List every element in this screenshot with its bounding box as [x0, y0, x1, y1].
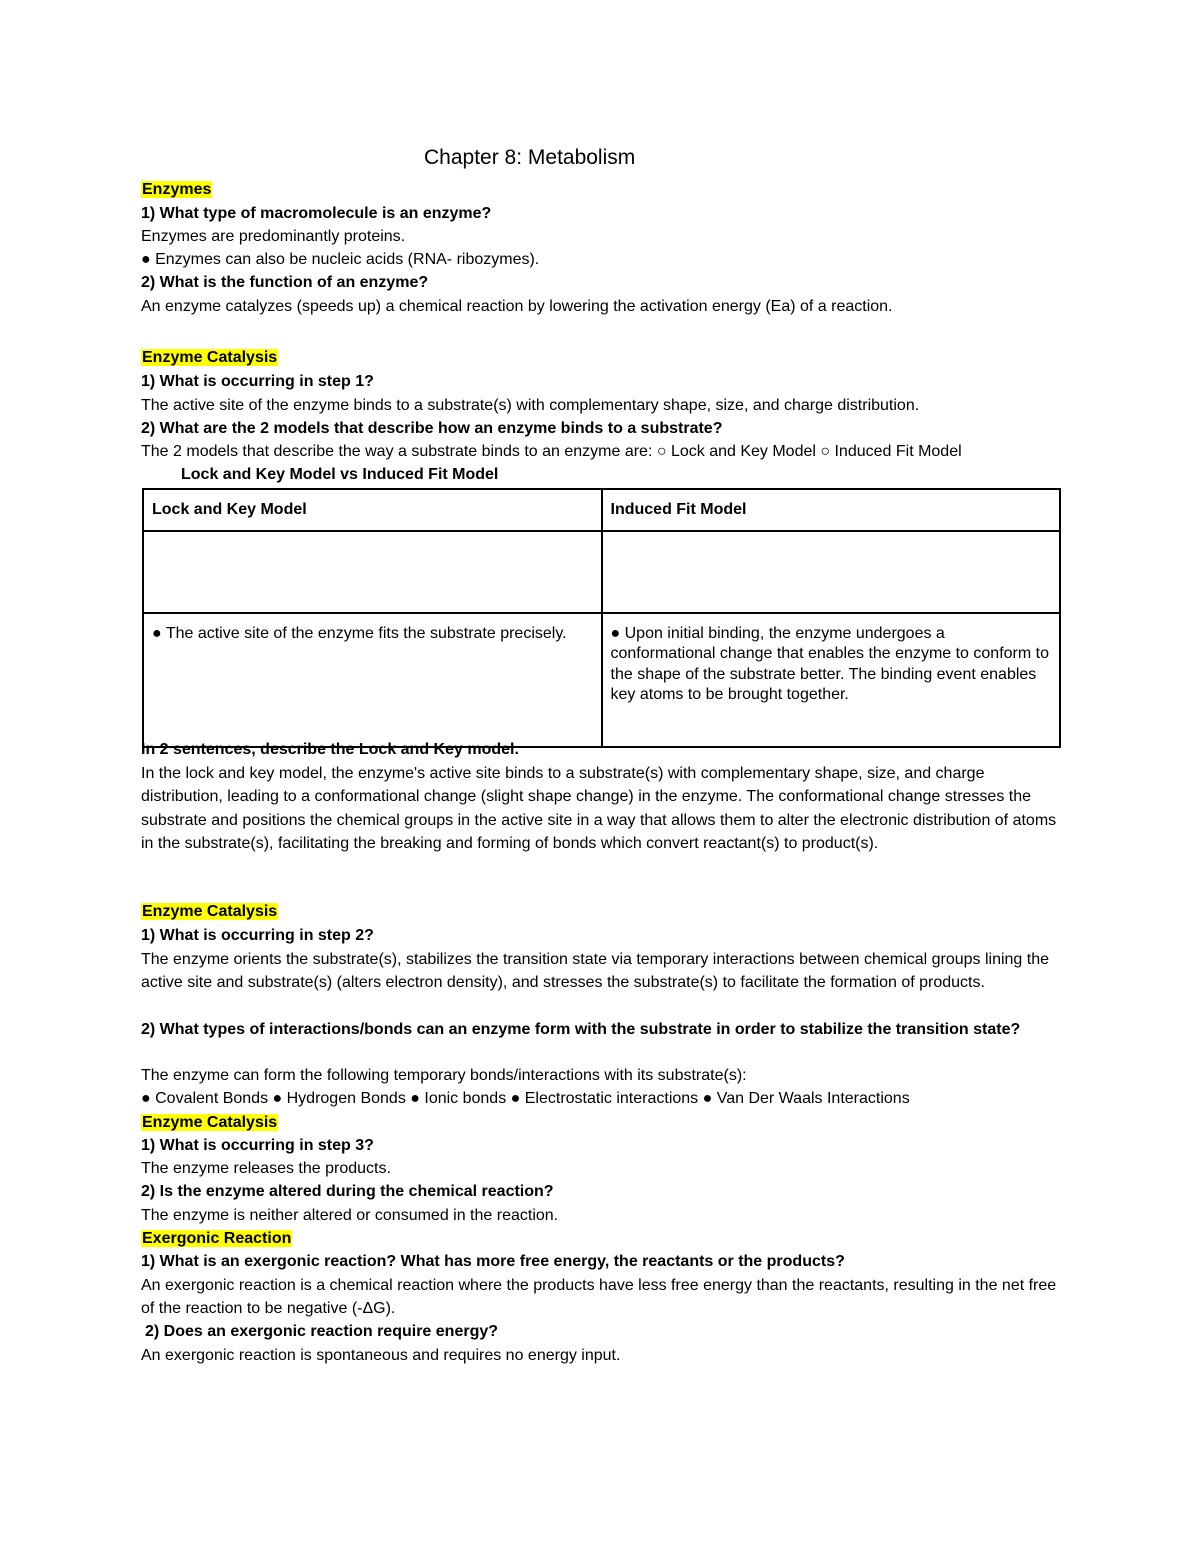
answer-bullets: ● Covalent Bonds ● Hydrogen Bonds ● Ionic bonds ● Electrostatic interactions ● Van Der Waals Interactions	[141, 1090, 910, 1107]
model-comparison-table	[142, 488, 1061, 748]
page-title: Chapter 8: Metabolism	[424, 146, 636, 169]
table-header-induced-fit: Induced Fit Model	[602, 489, 1061, 531]
question: 2) What types of interactions/bonds can an enzyme form with the substrate in order to stabilize the transition state?	[141, 1021, 1021, 1038]
question: 2) Does an exergonic reaction require energy?	[145, 1323, 499, 1340]
question: 1) What is an exergonic reaction? What has more free energy, the reactants or the products?	[141, 1253, 845, 1270]
answer: The active site of the enzyme binds to a substrate(s) with complementary shape, size, and charge distribution.	[141, 397, 920, 414]
table-cell-lock-key-text: ● The active site of the enzyme fits the substrate precisely.	[143, 613, 602, 747]
answer-bullet: ● Enzymes can also be nucleic acids (RNA- ribozymes).	[141, 251, 540, 268]
answer: Enzymes are predominantly proteins.	[141, 228, 406, 245]
question: 2) Is the enzyme altered during the chemical reaction?	[141, 1183, 554, 1200]
answer-paragraph: An exergonic reaction is a chemical reaction where the products have less free energy than the reactants, resulting in the net free of the reaction to be negative (-ΔG).	[141, 1277, 1057, 1318]
answer-paragraph: In the lock and key model, the enzyme's active site binds to a substrate(s) with complementary shape, size, and charge distribution, leading to a conformational change (slight shape change) in the enzyme. The conformational change stresses the substrate and positions the chemical groups in the active site in a way that allows them to alter the electronic distribution of atoms in the substrate(s), facilitating the breaking and forming of bonds which convert reactant(s) to product(s).	[141, 765, 1057, 852]
section-heading-enzyme-catalysis: Enzyme Catalysis	[142, 349, 278, 366]
question: 1) What is occurring in step 2?	[141, 927, 374, 944]
question: 2) What are the 2 models that describe how an enzyme binds to a substrate?	[141, 420, 723, 437]
question: 2) What is the function of an enzyme?	[141, 274, 429, 291]
question: In 2 sentences, describe the Lock and Key model.	[141, 741, 519, 758]
table-header-lock-key: Lock and Key Model	[143, 489, 602, 531]
section-heading-enzymes: Enzymes	[142, 181, 212, 198]
answer: An exergonic reaction is spontaneous and requires no energy input.	[141, 1347, 621, 1364]
answer-paragraph: The enzyme orients the substrate(s), stabilizes the transition state via temporary interactions between chemical groups lining the active site and substrate(s) (alters electron density), and stresses the substrate(s) to facilitate the formation of products.	[141, 951, 1049, 992]
table-title: Lock and Key Model vs Induced Fit Model	[181, 466, 499, 483]
question: 1) What type of macromolecule is an enzyme?	[141, 205, 492, 222]
answer: The enzyme is neither altered or consumed in the reaction.	[141, 1207, 559, 1224]
section-heading-exergonic: Exergonic Reaction	[142, 1230, 292, 1247]
section-heading-enzyme-catalysis: Enzyme Catalysis	[142, 1114, 278, 1131]
table-image-cell	[143, 531, 602, 613]
answer: The enzyme releases the products.	[141, 1160, 391, 1177]
answer: The 2 models that describe the way a substrate binds to an enzyme are: ○ Lock and Key Model ○ Induced Fit Model	[141, 443, 962, 460]
table-cell-induced-fit-text: ● Upon initial binding, the enzyme undergoes a conformational change that enables the enzyme to conform to the shape of the substrate better. The binding event enables key atoms to be brought together.	[602, 613, 1061, 747]
question: 1) What is occurring in step 3?	[141, 1137, 374, 1154]
section-heading-enzyme-catalysis: Enzyme Catalysis	[142, 903, 278, 920]
question: 1) What is occurring in step 1?	[141, 373, 374, 390]
answer: An enzyme catalyzes (speeds up) a chemical reaction by lowering the activation energy (Ea) of a reaction.	[141, 298, 893, 315]
table-image-cell	[602, 531, 1061, 613]
answer: The enzyme can form the following temporary bonds/interactions with its substrate(s):	[141, 1067, 747, 1084]
